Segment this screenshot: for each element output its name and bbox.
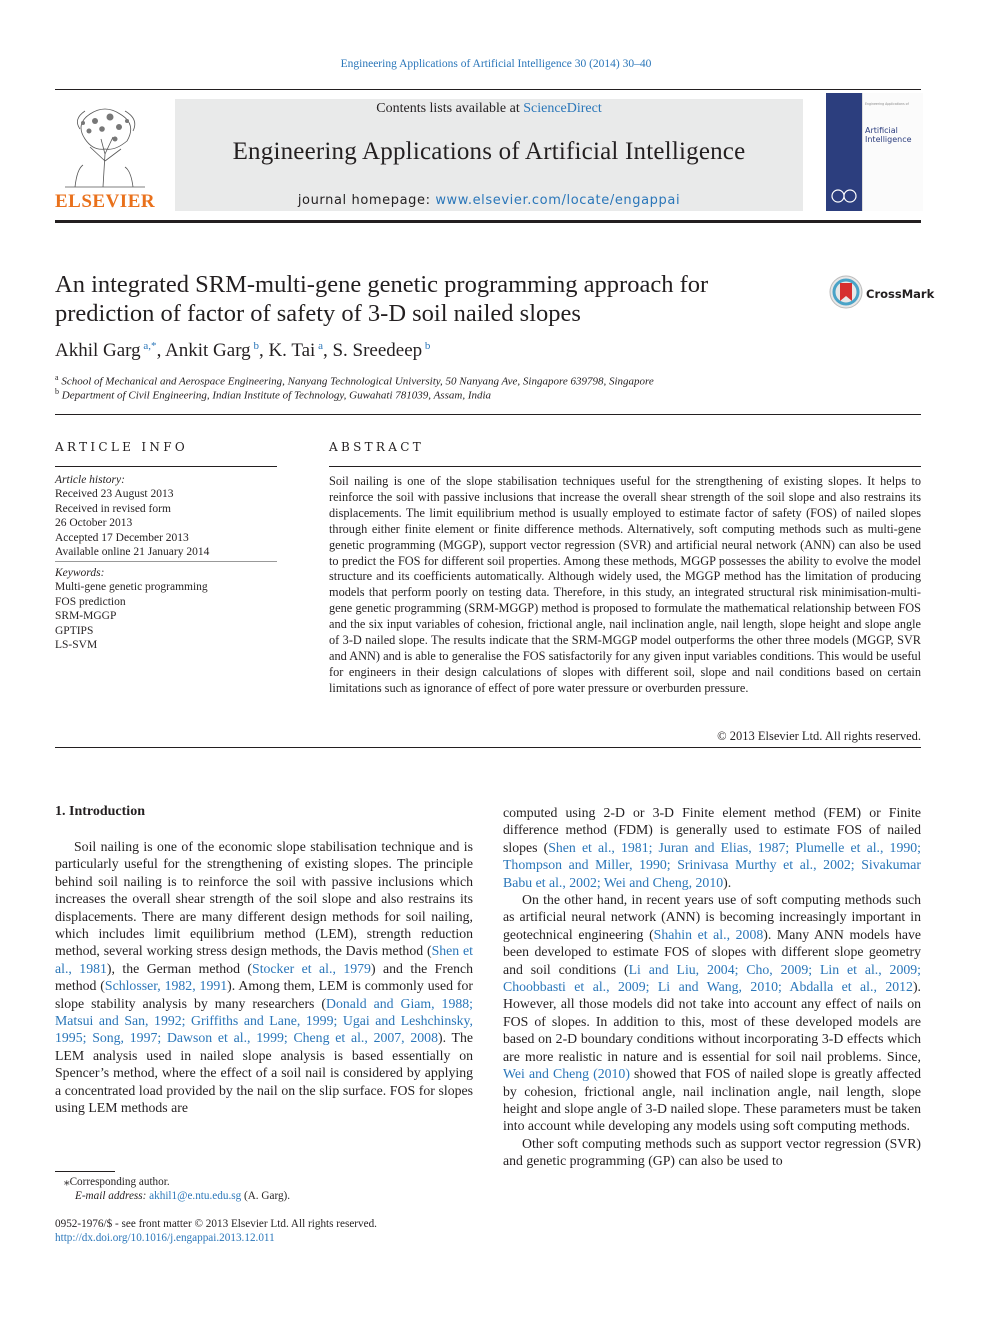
- author-affiliation-mark[interactable]: a: [315, 340, 323, 352]
- author-separator: ,: [322, 340, 333, 361]
- keyword: GPTIPS: [55, 624, 94, 637]
- email-note: E-mail address: akhil1@e.ntu.edu.sg (A. Garg).: [75, 1190, 291, 1202]
- body-text: ). The LEM analysis used in nailed slope analysis is based essentially on Spencer’s method, where the effect of a soil nail is considered by applying a concentrated load provided by the nail on the slip surface. FOS for slopes using LEM methods are: [55, 1030, 473, 1116]
- abstract-text: Soil nailing is one of the slope stabilisation techniques useful for the strengthening of existing slopes. It helps to reinforce the soil with passive inclusions that increase the overall shear strength of the soil slope and also restrains its displacements. The limit equilibrium method is usually employed to estimate factor of safety (FOS) of nailed slopes through either finite element or finite difference methods. Alternatively, soft computing methods such as multi-gene genetic programming (MGGP), support vector regression (SVR) and artificial neural network (ANN) can also be used to predict the FOS for different soil properties. Among these methods, MGGP possesses the ability to evolve the model structure and its coefficients automatically. Although widely used, the MGGP method has the limitation of producing models that perform poorly on testing data. Therefore, in this study, an integrated structural risk minimisation-multi-gene genetic programming (SRM-MGGP) method is proposed to formulate the mathematical relationship between FOS and the six input variables of cohesion, frictional angle, nail inclination angle, nail length, slope height and slope angle of 3-D nailed slope. The results indicate that the SRM-MGGP model outperforms the other three models (MGGP, SVR and ANN) and is able to generalise the FOS satisfactorily for any given input variables conditions. This would be useful for engineers in their design calculations of slopes with different soil, slope and nail conditions based on certain limitations such as ignorance of effect of pore water pressure or overburden pressure.: [329, 474, 921, 695]
- keyword: Multi-gene genetic programming: [55, 581, 208, 594]
- body-text: On the other hand, in recent years use of soft computing methods such as artificial neural network (ANN) is becoming increasingly important in geotechnical engineering (: [503, 892, 921, 942]
- keyword: LS-SVM: [55, 639, 98, 652]
- left-column: [55, 838, 473, 1117]
- author-list: [55, 340, 430, 362]
- author-separator: ,: [156, 340, 166, 361]
- keywords-rule: [55, 561, 277, 562]
- history-item: Accepted 17 December 2013: [55, 531, 189, 544]
- journal-cover-thumbnail: [862, 93, 923, 211]
- keyword: SRM-MGGP: [55, 610, 117, 623]
- abstract-copyright: © 2013 Elsevier Ltd. All rights reserved.: [717, 729, 921, 743]
- article-info-heading: ARTICLE INFO: [55, 440, 188, 454]
- citation-link[interactable]: Wei and Cheng (2010): [503, 1066, 630, 1082]
- author-affiliation-mark[interactable]: b: [422, 340, 431, 352]
- history-item: 26 October 2013: [55, 517, 133, 530]
- header-top-rule: [55, 89, 921, 90]
- homepage-link[interactable]: www.elsevier.com/locate/engappai: [435, 193, 681, 208]
- body-text: computed using 2-D or 3-D Finite element method (FEM) or Finite difference method (FDM) is generally used to estimate FOS of nailed slopes (: [503, 805, 921, 855]
- history-item: Available online 21 January 2014: [55, 546, 210, 559]
- abstract-heading: ABSTRACT: [329, 440, 424, 454]
- citation-link[interactable]: Shen et al., 1981; Juran and Elias, 1987; Plumelle et al., 1990; Thompson and Miller, 1990; Srinivasa Murthy et al., 2002; Sivakumar Babu et al., 2002; Wei and Cheng, 2010: [503, 839, 921, 890]
- body-text: ) and the French method (: [55, 960, 473, 994]
- journal-reference[interactable]: Engineering Applications of Artificial Intelligence 30 (2014) 30–40: [340, 58, 652, 70]
- article-info-rule: [55, 466, 277, 467]
- contents-line: Contents lists available at ScienceDirect: [376, 101, 602, 116]
- affiliation-a: $^a$ School of Mechanical and Aerospace Engineering, Nanyang Technological University, 50 Nanyang Ave, Singapore 639798, Singapore: [55, 373, 654, 388]
- author-affiliation-mark[interactable]: a,*: [140, 340, 157, 352]
- article-history: [55, 473, 277, 559]
- intro-paragraph: [503, 804, 921, 891]
- author-name: Ankit Garg: [165, 340, 251, 361]
- author-name: S. Sreedeep: [332, 340, 423, 361]
- body-text: ). Many ANN models have been developed to estimate FOS of slopes with different slope geometry and soil conditions (: [503, 926, 921, 977]
- abstract-rule: [329, 466, 921, 467]
- keywords-label: Keywords:: [55, 567, 105, 579]
- crossmark-label[interactable]: CrossMark: [866, 287, 935, 301]
- keyword: FOS prediction: [55, 595, 126, 608]
- publisher-logo-text: ELSEVIER: [55, 191, 156, 212]
- cover-small-text: Engineering Applications of: [865, 102, 909, 106]
- author-name: K. Tai: [268, 340, 316, 361]
- body-text: ). Among them, LEM is commonly used for slope stability analysis by many researchers (: [55, 978, 473, 1011]
- body-text: Other soft computing methods such as support vector regression (SVR) and genetic programming (GP) can also be used to: [503, 1135, 921, 1169]
- affiliation-b: $^b$ Department of Civil Engineering, Indian Institute of Technology, Guwahati 781039, Assam, India: [55, 387, 492, 402]
- author-separator: ,: [258, 340, 269, 361]
- citation-link[interactable]: Schlosser, 1982, 1991: [104, 978, 228, 994]
- keywords: [55, 566, 277, 652]
- body-text: ).: [723, 874, 732, 890]
- cover-logo-icon: [830, 186, 858, 206]
- footnote-rule: [55, 1171, 115, 1172]
- header-bottom-rule: [55, 220, 921, 223]
- author-affiliation-mark[interactable]: b: [250, 340, 259, 352]
- history-item: Received 23 August 2013: [55, 488, 174, 501]
- journal-homepage: journal homepage: www.elsevier.com/locate/engappai: [297, 193, 681, 208]
- citation-link[interactable]: Li and Liu, 2004; Cho, 2009; Lin et al., 2009; Choobbasti et al., 2009; Li and Wang, 2010; Abdalla et al., 2012: [503, 961, 921, 995]
- crossmark-icon[interactable]: [829, 275, 863, 309]
- article-title: An integrated SRM-multi-gene genetic programming approach for prediction of factor of safety of 3-D soil nailed slopes: [55, 271, 709, 327]
- sciencedirect-link[interactable]: ScienceDirect: [523, 101, 602, 116]
- citation-link[interactable]: Shen et al., 1981: [55, 943, 473, 976]
- corresponding-author-note: ⁎Corresponding author.: [64, 1176, 170, 1188]
- journal-title: Engineering Applications of Artificial Intelligence: [232, 138, 746, 165]
- citation-link[interactable]: Donald and Giam, 1988; Matsui and San, 1992; Griffiths and Lane, 1999; Ugai and Leshchinsky, 1995; Song, 1997; Dawson et al., 1999; Cheng et al., 2007, 2008: [55, 995, 473, 1046]
- author-name: Akhil Garg: [55, 340, 141, 361]
- abstract-bottom-rule: [55, 747, 921, 748]
- intro-paragraph: [55, 838, 473, 1117]
- doi-link[interactable]: http://dx.doi.org/10.1016/j.engappai.2013.12.011: [55, 1232, 275, 1244]
- citation-link[interactable]: Stocker et al., 1979: [252, 960, 371, 976]
- history-item: Received in revised form: [55, 502, 171, 515]
- intro-paragraph: [503, 1135, 921, 1170]
- body-text: ), the German method (: [106, 960, 253, 976]
- email-link[interactable]: akhil1@e.ntu.edu.sg: [149, 1190, 242, 1202]
- title-block-rule: [55, 414, 921, 415]
- issn-line: 0952-1976/$ - see front matter © 2013 Elsevier Ltd. All rights reserved.: [55, 1218, 377, 1230]
- cover-title: Artificial Intelligence: [865, 126, 912, 144]
- right-column: [503, 804, 921, 1170]
- body-text: showed that FOS of nailed slope is greatly affected by cohesion, frictional angle, nail inclination angle, nail length, slope height and slope angle of 3-D nailed slope. These parameters must be taken into account while developing any models using soft computing methods.: [503, 1066, 921, 1134]
- body-text: ). However, all those models did not take into account any effect of nails on FOS of slopes. In addition to this, most of these developed models are based on 2-D boundary conditions without incorporating 3-D effects which are more realistic in nature and is essential for soil nail problems. Since,: [503, 979, 921, 1064]
- citation-link[interactable]: Shahin et al., 2008: [653, 926, 764, 942]
- intro-paragraph: [503, 891, 921, 1135]
- history-label: Article history:: [55, 474, 125, 486]
- body-text: Soil nailing is one of the economic slope stabilisation technique and is particularly useful for the strengthening of existing slopes. The principle behind soil nailing is to reinforce the soil with passive inclusions which increases the overall shear strength of the soil slope and also restrains its displacements. There are many different design methods for soil nailing, which includes limit equilibrium method (LEM), strength reduction method, several working stress design methods, the Davis method (: [55, 839, 473, 959]
- section-heading-introduction: 1. Introduction: [55, 804, 145, 819]
